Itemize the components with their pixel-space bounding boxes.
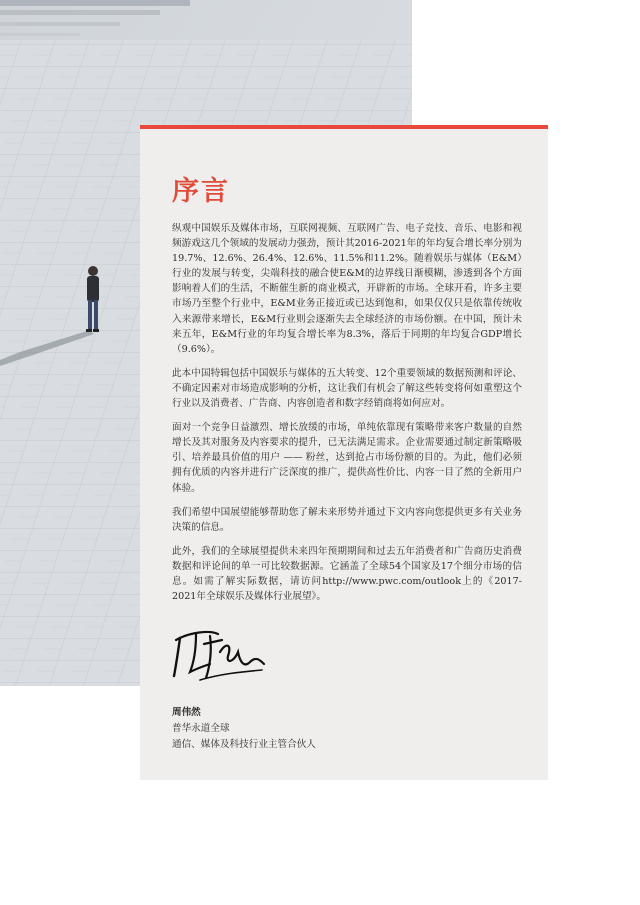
author-name: 周伟然: [172, 707, 201, 718]
paragraph: 面对一个竞争日益激烈、增长放缓的市场，单纯依靠现有策略带来客户数量的自然增长及其对服务及内容要求的提升，已无法满足需求。企业需要通过制定新策略吸引、培养最具价值的用户 —— 粉丝，达到抢占市场份额的目的。为此，他们必须拥有优质的内容并进行广泛深度的推广，提供高性价比、内容一目了然的全新用户体验。: [172, 422, 522, 494]
author-company: 普华永道全球: [172, 723, 230, 734]
paragraph: 纵观中国娱乐及媒体市场，互联网视频、互联网广告、电子竞技、音乐、电影和视频游戏这几个领域的发展动力强劲，预计其2016-2021年的年均复合增长率分别为19.7%、12.6%、26.4%、12.6%、11.5%和11.2%。随着娱乐与媒体（E&M）行业的发展与转变，尖端科技的融合使E&M的边界线日渐模糊，渗透到各个方面影响着人们的生活，不断催生新的商业模式，开辟新的市场。全球开看，许多主要市场乃至整个行业中，E&M业务正接近或已达到饱和，如果仅仅只是依靠传统收入来源带来增长，E&M行业则会逐渐失去全球经济的市场份额。在中国，预计未来五年，E&M行业的年均复合增长率为8.3%，落后于同期的年均复合GDP增长（9.6%）。: [172, 223, 522, 355]
accent-bar: [140, 125, 548, 129]
paragraph: 我们希望中国展望能够帮助您了解未来形势并通过下文内容向您提供更多有关业务决策的信息。: [172, 506, 522, 533]
page-title: 序言: [172, 176, 230, 207]
author-block: [172, 705, 316, 753]
handwritten-signature: [170, 622, 266, 682]
preface-panel: [140, 125, 548, 780]
preface-body: [172, 221, 522, 613]
author-role: 通信、媒体及科技行业主管合伙人: [172, 739, 316, 750]
paragraph: 此外，我们的全球展望提供未来四年预期期间和过去五年消费者和广告商历史消费数据和评论间的单一可比较数据源。它涵盖了全球54个国家及17个细分市场的信息。如需了解实际数据，请访问http://www.pwc.com/outlook上的《2017-2021年全球娱乐及媒体行业展望》。: [172, 545, 522, 603]
paragraph: 此本中国特辑包括中国娱乐与媒体的五大转变、12个重要领域的数据预测和评论、不确定因素对市场造成影响的分析，这让我们有机会了解这些转变将何如重塑这个行业以及消费者、广告商、内容创造者和数字经销商将如何应对。: [172, 367, 522, 410]
